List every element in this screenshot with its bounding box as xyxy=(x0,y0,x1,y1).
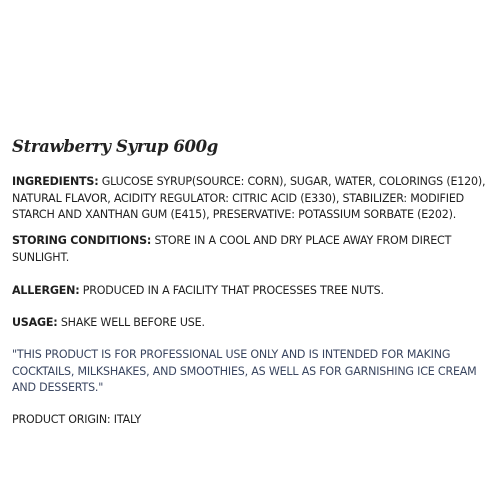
storing-conditions-label: STORING CONDITIONS: xyxy=(12,234,152,247)
usage-label: USAGE: xyxy=(12,316,58,329)
usage-text: SHAKE WELL BEFORE USE. xyxy=(57,316,205,329)
usage-section xyxy=(12,315,496,332)
ingredients-section xyxy=(12,174,496,224)
storing-conditions-text: STORE IN A COOL AND DRY PLACE AWAY FROM DIRECT SUNLIGHT. xyxy=(12,234,452,264)
professional-use-note: "THIS PRODUCT IS FOR PROFESSIONAL USE ONLY AND IS INTENDED FOR MAKING COCKTAILS, MILKSHAKES, AND SMOOTHIES, AS WELL AS FOR GARNISHING ICE CREAM AND DESSERTS." xyxy=(12,348,477,395)
ingredients-label: INGREDIENTS: xyxy=(12,175,99,188)
ingredients-text: GLUCOSE SYRUP(SOURCE: CORN), SUGAR, WATER, COLORINGS (E120), NATURAL FLAVOR, ACIDITY REGULATOR: CITRIC ACID (E330), STABILIZER: MODIFIED STARCH AND XANTHAN GUM (E415), PRESERVATIVE: POTASSIUM SORBATE (E202). xyxy=(12,175,486,222)
storing-conditions-section xyxy=(12,233,496,266)
allergen-section xyxy=(12,283,496,300)
product-title: Strawberry Syrup 600g xyxy=(12,137,218,156)
product-origin: PRODUCT ORIGIN: ITALY xyxy=(12,413,142,426)
allergen-text: PRODUCED IN A FACILITY THAT PROCESSES TREE NUTS. xyxy=(79,284,384,297)
allergen-label: ALLERGEN: xyxy=(12,284,80,297)
